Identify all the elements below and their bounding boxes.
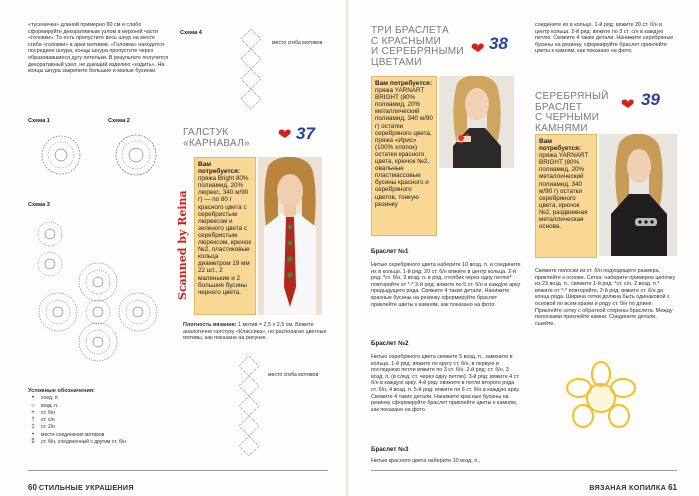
title39-line: КАМНЯМИ bbox=[535, 122, 588, 134]
photo39 bbox=[599, 134, 677, 256]
photo38 bbox=[439, 76, 514, 168]
right-page-number: 61 bbox=[668, 483, 677, 492]
intro-text: «тусеничка» длиной примерно 60 см и слабо сформируйте декоративным узлом в верхней части «головки». То есть пропустите весь шнур на месте сгиба «головки» в арки мотивов. «Головка» находится посредине шнура, концы шнура пропустите через образовавшиеся дугу петельки. В результате получится декоративный узел, не дающий изделию «ездить». На концы шнура закрепите большие и малые бусинки. bbox=[28, 22, 168, 75]
density-block bbox=[183, 322, 328, 342]
tie-number: 37 bbox=[296, 124, 315, 143]
bracelet3-text: Нитью красного цвета наберите 10 возд. п., bbox=[371, 458, 481, 464]
density-text: 1 мотив = 2,5 х 2,5 см. Вяжите аналогично галстуку «Классика», но располагая цветные мотивы, как показано на рисунке. bbox=[183, 322, 327, 342]
left-footer bbox=[28, 483, 134, 492]
col2-top-text: соедините их в кольцо. 1-й ряд: вяжите 20 ст. б/н в центр кольца. 2-й ряд: вяжите по 3 ст. с/н в каждую петлю. Свяжите 4 таких детали. Нанижите серебряные бусины на резинку, сформируйте браслет приклейте цветы к камням, как показано на фото. bbox=[535, 22, 674, 55]
heart-icon bbox=[469, 40, 491, 54]
scheme1-diagram bbox=[38, 132, 84, 178]
legend-item: ‡ ст. 2/н bbox=[31, 424, 55, 431]
right-footer-title: ВЯЗАНАЯ КОПИЛКА bbox=[589, 483, 667, 492]
needs38-heading: Вам потребуется: bbox=[375, 80, 432, 87]
bracelet2-text: Нитью серебряного цвета свяжите 5 возд. п., замкните в кольцо. 1-й ряд: вяжите по кругу ст. б/н, в первую и последнюю петли вяжите по 3 ст. б/н. 2-й ряд: ст. б/н, 3 возд. п. (в след. ст. через одну петлю). 3-й ряд: вяжите 4 ст. б/н в каждую арку. 4-й ряд: свяжите в петли второго ряда ст. б/н, 4 возд. п. 5-й ряд: вяжите по 6 ст. б/н в каждую арку. Свяжите 4 таких детали. Нанижите красные бусины на резинку сформируйте браслет приклейте цветы к камням, как показано на фото. bbox=[371, 354, 520, 413]
fold-label-bottom: место сгиба мотивов bbox=[268, 372, 319, 378]
scheme4-top-diagram bbox=[238, 28, 266, 124]
legend bbox=[28, 388, 126, 446]
legend-title: Условные обозначения: bbox=[28, 388, 96, 394]
tie-needs-box bbox=[194, 157, 256, 315]
title38-line: И СЕРЕБРЯНЫМИ bbox=[371, 46, 464, 57]
legend-item: + ст. б/н bbox=[31, 409, 56, 416]
scheme1-label: Схема 1 bbox=[28, 118, 50, 124]
legend-item: ○ возд. п. bbox=[31, 402, 59, 409]
tie-photo bbox=[258, 157, 322, 315]
title38 bbox=[371, 26, 481, 68]
legend-item: † ст. с/н bbox=[31, 417, 55, 424]
left-page-number: 60 bbox=[28, 483, 37, 492]
bracelet1-text: Нитью серебряного цвета наберите 10 возд. п. и соедините их в кольцо. 1-й ряд: 20 ст. б/н вяжите в центр кольца. 2-й ряд: *ст. б/н, 3 возд. п. в ряд, столбик через одну петлю* повторяйте от *-* 3-й ряд: вяжите по 5 ст. б/н в каждую арку предыдущего ряда. Свяжите 4 таких детали. Нанижите красные бусины на резинку сформируйте браслет приклейте цветы к камням, как показано на фото. bbox=[371, 262, 521, 308]
density-label: Плотность вязания: bbox=[183, 322, 237, 328]
col2-bottom-text: Свяжите полоски из ст. б/н подходящего размера, приклейте к основе. Сетка: наберите примерно цепочку из 23 возд. п., свяжите 1-й ряд: *ст. с/н, 2 возд. п.* вяжите от *-* повторяйте, 2-й ряд: вяжите ст. б/н до конца ряда. Ширина сетки должна быть одинаковой с основой по всем краям и ряду ст. б/н по длине. Приклейте сетку с обратной стороны браслета. Между полосками приклейте камни. Соедините детали, сшейте. bbox=[535, 268, 676, 327]
title38-line: ЦВЕТАМИ bbox=[371, 56, 422, 68]
needs39-text: пряжа YARNART BRIGHT (80% полиамид, 20% металлический полиамид, 340 м/90 г) остатки серебряного цвета, крючок №2, раздвижная металлическая основа. bbox=[539, 152, 589, 231]
heart-icon bbox=[619, 96, 641, 110]
right-footer bbox=[589, 483, 677, 492]
needs38-text: пряжа YARNART BRIGHT (80% полиамид, 20% металлический полиамид, 340 м/90 г) остатки серебряного цвета, пряжа «Ирис» (100% хлопок) остатки красного цвета, крючок №2, овальные пластмассовые бусины красного и серебряного цветов, тонкую резинку bbox=[375, 87, 433, 208]
legend-item: • соед. п. bbox=[31, 395, 59, 402]
scheme4-bottom-diagram bbox=[235, 355, 265, 465]
title39-line: СЕРЕБРЯНЫЙ bbox=[535, 91, 609, 102]
tie-needs-heading: Вам потребуется: bbox=[198, 161, 241, 176]
flower-motif bbox=[563, 360, 639, 440]
watermark: Scanned by Reina bbox=[176, 190, 189, 300]
scheme2-label: Схема 2 bbox=[108, 118, 130, 124]
number39: 39 bbox=[641, 90, 660, 109]
legend-item: ⁑ ст. б/н, соединенный с другим ст. б/н bbox=[31, 439, 126, 446]
title38-line: С КРАСНЫМИ bbox=[371, 35, 442, 47]
tie-needs-text: пряжа Bright 80% полиамид, 20% люрекс, 340 м/90 г) — по 80 г красного цвета с серебристым люрексом и зеленого цвета с серебристым люрексом, крючок №2, пластиковые кольца диаметром 19 мм 22 шт., 2 маленькие и 2 большие бусины черного цвета. bbox=[198, 175, 252, 296]
tie-title-line2: «КАРНАВАЛ» bbox=[183, 137, 250, 149]
footer-rule bbox=[28, 470, 328, 471]
scheme3-diagram bbox=[28, 212, 168, 382]
scheme3-label: Схема 3 bbox=[28, 202, 50, 208]
title39-line: С ЧЕРНЫМИ bbox=[535, 112, 600, 123]
fold-label-top: место сгиба мотивов bbox=[272, 40, 323, 46]
title39-line: БРАСЛЕТ bbox=[535, 101, 583, 113]
tie-title-line1: ГАЛСТУК bbox=[183, 127, 229, 138]
left-page bbox=[0, 0, 349, 496]
left-footer-title: СТИЛЬНЫЕ УКРАШЕНИЯ bbox=[38, 483, 134, 492]
bracelet1-title: Браслет №1 bbox=[371, 248, 409, 255]
bracelet3-title: Браслет №3 bbox=[371, 446, 409, 453]
number38: 38 bbox=[489, 34, 508, 53]
legend-item: • место соединения мотивов bbox=[31, 431, 105, 438]
needs39-box bbox=[535, 134, 597, 258]
title38-line: ТРИ БРАСЛЕТА bbox=[371, 25, 449, 36]
scheme2-diagram bbox=[113, 132, 159, 178]
scheme4-label: Схема 4 bbox=[180, 30, 202, 36]
bracelet2-title: Браслет №2 bbox=[371, 340, 409, 347]
heart-icon bbox=[276, 126, 298, 140]
footer-rule bbox=[371, 470, 677, 471]
right-page bbox=[349, 0, 699, 496]
needs38-box bbox=[371, 76, 437, 236]
needs39-heading: Вам потребуется: bbox=[539, 138, 582, 153]
